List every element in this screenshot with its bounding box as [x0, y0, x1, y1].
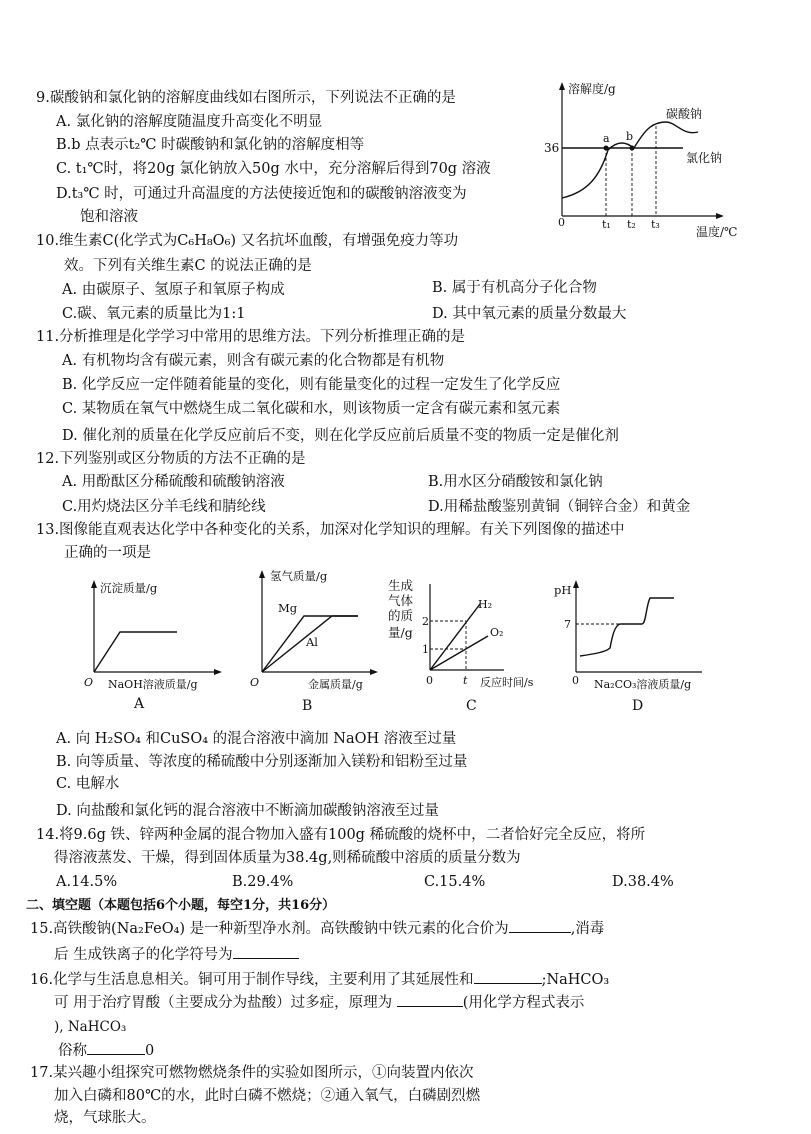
q15-line-1 [30, 918, 604, 939]
q15-blank-1[interactable] [509, 918, 571, 933]
q9-stem: 9.碳酸钠和氯化钠的溶解度曲线如右图所示，下列说法不正确的是 [36, 90, 456, 106]
q9-option-c: C. t₁℃时，将20g 氯化钠放入50g 水中，充分溶解后得到70g 溶液 [56, 161, 491, 177]
gD-ph-curve [580, 598, 674, 656]
q17-line-3: 烧，气球胀大。 [54, 1110, 156, 1126]
q14-option-c: C.15.4% [424, 874, 486, 890]
q11-stem: 11.分析推理是化学学习中常用的思维方法。下列分析推理正确的是 [36, 329, 466, 345]
q16-line-4 [58, 1040, 154, 1061]
q16-text-2b: (用化学方程式表示 [462, 995, 585, 1011]
gA-ylabel: 沉淀质量/g [100, 581, 158, 595]
q16-line-2 [54, 992, 584, 1013]
gC-h2-label: H₂ [478, 598, 493, 611]
q9-option-a: A. 氯化钠的溶解度随温度升高变化不明显 [56, 114, 323, 130]
q9-t2: t₂ [627, 218, 636, 231]
q11-option-d: D. 催化剂的质量在化学反应前后不变，则在化学反应前后质量不变的物质一定是催化剂 [62, 428, 619, 444]
q9-option-b: B.b 点表示t₂℃ 时碳酸钠和氯化钠的溶解度相等 [56, 137, 365, 153]
q12-option-d: D.用稀盐酸鉴别黄铜（铜锌合金）和黄金 [428, 499, 691, 515]
gC-ylabel-3: 的质 [388, 608, 414, 623]
gC-y1: 1 [422, 643, 429, 656]
q10-option-b: B. 属于有机高分子化合物 [432, 280, 597, 296]
q13-option-a: A. 向 H₂SO₄ 和CuSO₄ 的混合溶液中滴加 NaOH 溶液至过量 [56, 731, 457, 747]
q16-blank-1[interactable] [474, 969, 542, 984]
gC-h2-line [430, 604, 480, 670]
q16-text-2a: 可 用于治疗胃酸（主要成分为盐酸）过多症，原理为 [54, 995, 393, 1011]
q16-text-4b: 0 [145, 1043, 155, 1059]
q9-label-b: b [626, 130, 634, 143]
q13-cap-a: A [134, 696, 145, 712]
q9-t1: t₁ [602, 218, 611, 231]
gA-curve [94, 632, 177, 672]
q9-solubility-graph [538, 76, 778, 241]
gD-ylabel: pH [554, 583, 572, 597]
q16-text-1a: 16.化学与生活息息相关。铜可用于制作导线，主要利用了其延展性和 [30, 972, 474, 988]
q16-line-1 [30, 969, 609, 990]
q9-ylabel: 溶解度/g [568, 82, 616, 96]
gC-y2: 2 [422, 615, 429, 628]
gA-xlabel: NaOH溶液质量/g [108, 678, 198, 691]
q9-label-nacl: 氯化钠 [686, 151, 723, 165]
gC-ylabel-4: 量/g [388, 625, 413, 640]
q13-cap-c: C [466, 698, 477, 714]
gD-y7: 7 [564, 618, 571, 631]
gC-xlabel: 反应时间/s [480, 676, 534, 689]
gD-xlabel: Na₂CO₃溶液质量/g [594, 678, 692, 691]
q14-option-b: B.29.4% [232, 874, 294, 890]
section-2-heading: 二、填空题（本题包括6个小题，每空1分，共16分） [26, 898, 336, 913]
q15-text-2: 后 生成铁离子的化学符号为 [54, 947, 233, 963]
q12-option-c: C.用灼烧法区分羊毛线和腈纶线 [62, 499, 266, 515]
q9-option-d-cont: 饱和溶液 [80, 209, 138, 225]
gC-o2-line [430, 636, 488, 670]
q12-stem: 12.下列鉴别或区分物质的方法不正确的是 [36, 451, 306, 467]
q16-line-3: ), NaHCO₃ [54, 1019, 127, 1035]
q13-option-b: B. 向等质量、等浓度的稀硫酸中分别逐渐加入镁粉和铝粉至过量 [56, 754, 468, 770]
q10-stem: 10.维生素C(化学式为C₆H₈O₆) 又名抗坏血酸，有增强免疫力等功 [36, 233, 459, 249]
gB-mg-label: Mg [278, 601, 298, 615]
gC-ylabel-1: 生成 [388, 578, 414, 593]
q15-text-1a: 15.高铁酸钠(Na₂FeO₄) 是一种新型净水剂。高铁酸钠中铁元素的化合价为 [30, 921, 509, 937]
q13-cap-b: B [302, 698, 313, 714]
q10-option-c: C.碳、氧元素的质量比为1:1 [62, 306, 246, 322]
q9-point-b [630, 146, 635, 151]
gB-xlabel: 金属质量/g [308, 678, 363, 691]
gB-ylabel: 氢气质量/g [270, 569, 328, 583]
q10-option-a: A. 由碳原子、氢原子和氧原子构成 [62, 282, 285, 298]
q13-stem: 13.图像能直观表达化学中各种变化的关系，加深对化学知识的理解。有关下列图像的描述中 [36, 522, 625, 538]
gD-origin: 0 [572, 674, 579, 687]
q13-graph-b [248, 566, 388, 694]
q14-option-d: D.38.4% [612, 874, 674, 890]
q9-y36: 36 [544, 141, 560, 155]
q16-blank-2[interactable] [397, 992, 463, 1007]
q11-option-a: A. 有机物均含有碳元素，则含有碳元素的化合物都是有机物 [62, 353, 445, 369]
q16-text-4a: 俗称 [58, 1043, 87, 1059]
q14-stem-cont: 得溶液蒸发、干燥，得到固体质量为38.4g,则稀硫酸中溶质的质量分数为 [54, 850, 521, 866]
gC-t: t [463, 674, 468, 687]
q9-xlabel: 温度/℃ [696, 225, 738, 239]
q13-option-d: D. 向盐酸和氯化钙的混合溶液中不断滴加碳酸钠溶液至过量 [56, 803, 439, 819]
q15-blank-2[interactable] [233, 944, 299, 959]
q9-label-na2co3: 碳酸钠 [666, 107, 703, 121]
q13-option-c: C. 电解水 [56, 776, 120, 792]
q11-option-c: C. 某物质在氧气中燃烧生成二氧化碳和水，则该物质一定含有碳元素和氢元素 [62, 401, 561, 417]
q10-option-d: D. 其中氧元素的质量分数最大 [432, 306, 627, 322]
q13-stem-cont: 正确的一项是 [64, 545, 151, 561]
gB-al-label: Al [306, 635, 318, 649]
q13-graph-a [82, 576, 232, 694]
gA-origin: O [84, 676, 94, 689]
q10-stem-cont: 效。下列有关维生素C 的说法正确的是 [64, 258, 312, 274]
q12-option-a: A. 用酚酞区分稀硫酸和硫酸钠溶液 [62, 474, 285, 490]
q17-line-1: 17.某兴趣小组探究可燃物燃烧条件的实验如图所示，①向装置内依次 [30, 1065, 474, 1081]
q9-point-a [604, 146, 609, 151]
q12-option-b: B.用水区分硝酸铵和氯化钠 [428, 474, 603, 490]
q13-graph-c [386, 574, 552, 692]
q11-option-b: B. 化学反应一定伴随着能量的变化，则有能量变化的过程一定发生了化学反应 [62, 377, 561, 393]
q17-line-2: 加入白磷和80℃的水，此时白磷不燃烧；②通入氧气，白磷剧烈燃 [54, 1088, 481, 1104]
q9-option-d: D.t₃℃ 时，可通过升高温度的方法使接近饱和的碳酸钠溶液变为 [56, 186, 467, 202]
q13-cap-d: D [632, 698, 644, 714]
q16-text-1b: ;NaHCO₃ [541, 972, 610, 988]
q14-option-a: A.14.5% [56, 874, 118, 890]
q15-line-2 [54, 944, 299, 965]
q13-graph-d [554, 576, 714, 694]
q9-t3: t₃ [651, 218, 660, 231]
q15-text-1b: ,消毒 [570, 921, 605, 937]
q9-label-a: a [603, 132, 610, 145]
q9-origin: 0 [558, 216, 565, 229]
q14-stem: 14.将9.6g 铁、锌两种金属的混合物加入盛有100g 稀硫酸的烧杯中，二者恰好完全反应，将所 [36, 827, 646, 843]
q16-blank-3[interactable] [87, 1040, 145, 1055]
gC-origin: 0 [426, 674, 433, 687]
gB-origin: O [250, 676, 260, 689]
gC-o2-label: O₂ [490, 626, 504, 639]
gC-ylabel-2: 气体 [388, 593, 414, 608]
